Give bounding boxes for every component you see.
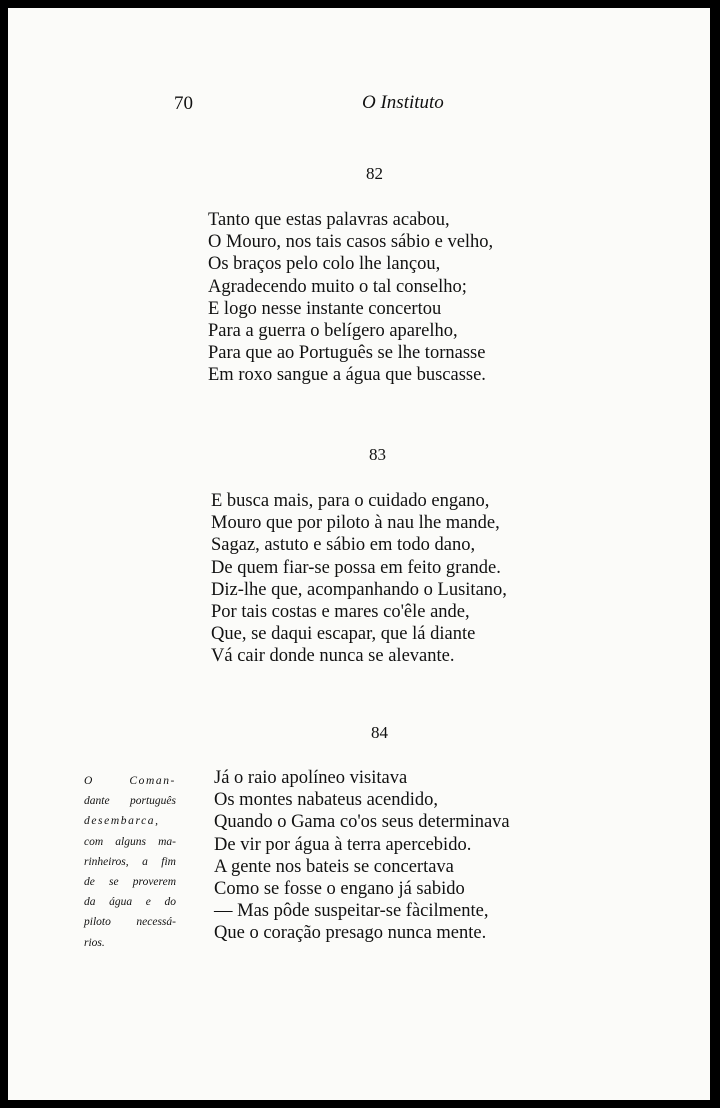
verse-line: O Mouro, nos tais casos sábio e velho, xyxy=(208,232,494,253)
verse-line: Que, se daqui escapar, que lá diante xyxy=(211,624,476,645)
verse-line: Quando o Gama co'os seus determinava xyxy=(214,812,510,833)
margin-note-line: piloto necessá- xyxy=(84,916,176,929)
verse-line: Mouro que por piloto à nau lhe mande, xyxy=(211,513,500,534)
verse-line: Os braços pelo colo lhe lançou, xyxy=(208,254,441,275)
verse-line: Que o coração presago nunca mente. xyxy=(214,923,487,944)
verse-line: Como se fosse o engano já sabido xyxy=(214,879,465,900)
margin-note-line: O Coman- xyxy=(84,775,176,787)
stanza-number: 83 xyxy=(369,445,386,464)
verse-line: De quem fiar-se possa em feito grande. xyxy=(211,557,501,578)
margin-note-line: dante português xyxy=(84,795,176,808)
verse-line: Os montes nabateus acendido, xyxy=(214,790,438,811)
margin-note-line: com alguns ma- xyxy=(84,835,176,848)
stanza xyxy=(211,490,507,668)
verse-line: Sagaz, astuto e sábio em todo dano, xyxy=(211,535,476,556)
verse-line: — Mas pôde suspeitar-se fàcilmente, xyxy=(214,901,489,922)
verse-line: E logo nesse instante concertou xyxy=(208,298,442,319)
verse-line: Para a guerra o belígero aparelho, xyxy=(208,321,458,342)
stanza xyxy=(214,767,510,945)
verse-line: E busca mais, para o cuidado engano, xyxy=(211,491,490,511)
verse-line: Diz-lhe que, acompanhando o Lusitano, xyxy=(211,579,507,600)
stanza xyxy=(208,209,493,387)
margin-note-line: de se proverem xyxy=(84,876,176,889)
margin-note-line: rios. xyxy=(84,936,105,949)
book-page xyxy=(8,8,710,1100)
verse-line: Por tais costas e mares co'êle ande, xyxy=(211,602,470,623)
stanza-number: 84 xyxy=(371,723,388,742)
margin-note-line: da água e do xyxy=(84,896,176,909)
verse-line: Tanto que estas palavras acabou, xyxy=(208,210,450,230)
running-title: O Instituto xyxy=(362,92,444,113)
verse-line: Vá cair donde nunca se alevante. xyxy=(211,646,455,667)
stanza-number: 82 xyxy=(366,164,383,183)
margin-note xyxy=(84,771,176,953)
margin-note-line: rinheiros, a fim xyxy=(84,855,176,868)
verse-line: Para que ao Português se lhe tornasse xyxy=(208,343,486,364)
verse-line: De vir por água à terra apercebido. xyxy=(214,834,472,855)
verse-line: Agradecendo muito o tal conselho; xyxy=(208,276,467,297)
verse-line: Já o raio apolíneo visitava xyxy=(214,768,408,788)
margin-note-line: desembarca, xyxy=(84,815,160,828)
verse-line: A gente nos bateis se concertava xyxy=(214,856,454,877)
page-number: 70 xyxy=(174,93,193,114)
verse-line: Em roxo sangue a água que buscasse. xyxy=(208,365,486,386)
